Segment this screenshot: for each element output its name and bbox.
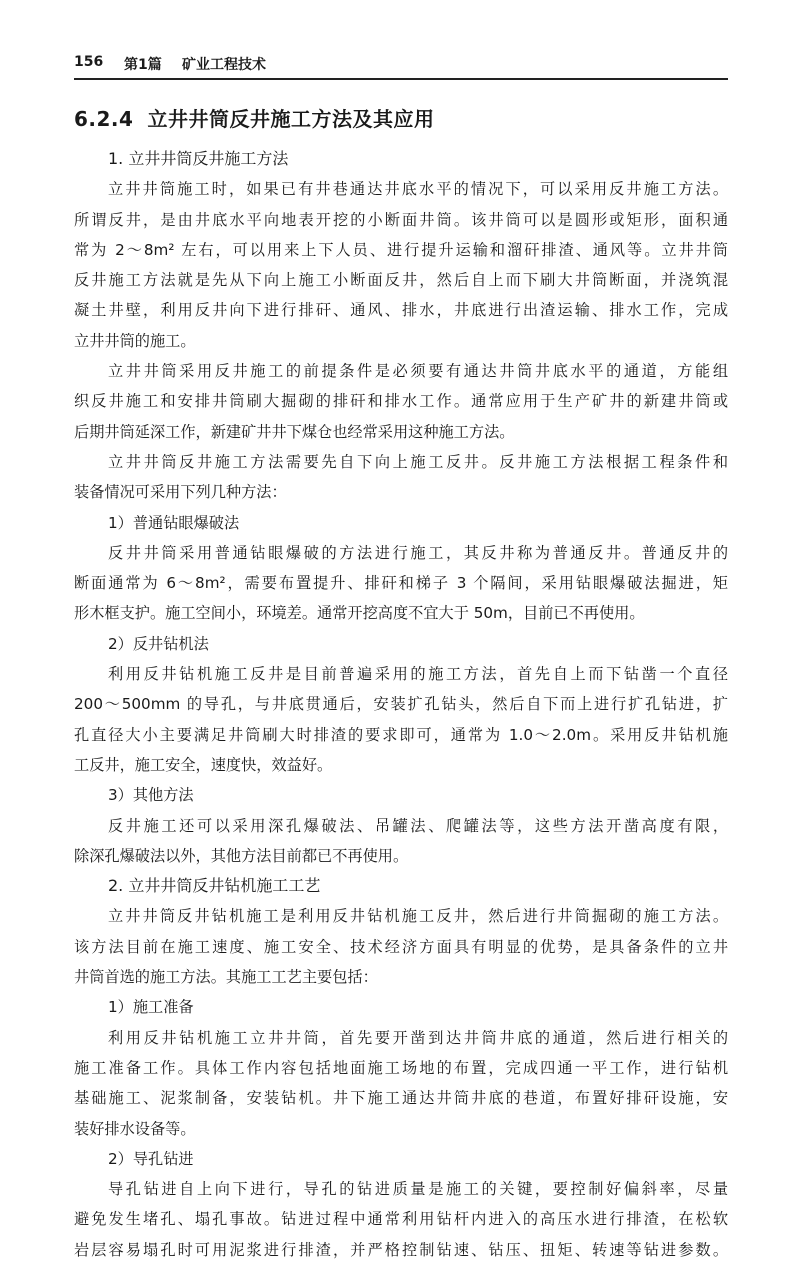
text-line: 常为 2～8m² 左右，可以用来上下人员、进行提升运输和溜矸排渣、通风等。立井井筒: [74, 240, 728, 259]
text-line: 凝土井壁，利用反井向下进行排矸、通风、排水，井底进行出渣运输、排水工作，完成: [74, 301, 728, 320]
section-heading: [74, 103, 434, 132]
text-line: 工反井，施工安全，速度快，效益好。: [74, 755, 333, 774]
text-line: 装好排水设备等。: [74, 1119, 196, 1138]
text-line: 200～500mm 的导孔，与井底贯通后，安装扩孔钻头，然后自下而上进行扩孔钻进，扩: [74, 695, 728, 714]
item-heading: 2）反井钻机法: [108, 634, 209, 653]
text-line: 立井井筒反井施工方法需要先自下向上施工反井。反井施工方法根据工程条件和: [108, 452, 728, 471]
text-line: 岩层容易塌孔时可用泥浆进行排渣，并严格控制钻速、钻压、扭矩、转速等钻进参数。: [74, 1240, 728, 1259]
text-line: 井筒首选的施工方法。其施工工艺主要包括：: [74, 968, 378, 987]
item-heading: 1）普通钻眼爆破法: [108, 513, 240, 532]
item-heading: 3）其他方法: [108, 786, 194, 805]
text-line: 形木框支护。施工空间小，环境差。通常开挖高度不宜大于 50m，目前已不再使用。: [74, 604, 645, 623]
section-number: 6.2.4: [74, 107, 134, 131]
text-line: 立井井筒施工时，如果已有井巷通达井底水平的情况下，可以采用反井施工方法。: [108, 180, 728, 199]
subsection-number: 2.: [108, 876, 129, 896]
subsection-heading: [74, 871, 728, 901]
subsection-number: 1.: [108, 149, 129, 168]
text-line: 除深孔爆破法以外，其他方法目前都已不再使用。: [74, 846, 409, 865]
text-line: 孔直径大小主要满足井筒刷大时排渣的要求即可，通常为 1.0～2.0m。采用反井钻机施: [74, 725, 728, 744]
text-line: 所谓反井，是由井底水平向地表开挖的小断面井筒。该井筒可以是圆形或矩形，面积通: [74, 210, 728, 229]
text-line: 反井施工方法就是先从下向上施工小断面反井，然后自上而下刷大井筒断面，并浇筑混: [74, 271, 728, 290]
text-line: 立井井筒采用反井施工的前提条件是必须要有通达井筒井底水平的通道，方能组: [108, 362, 728, 381]
text-line: 立井井筒反井钻机施工是利用反井钻机施工反井，然后进行井筒掘砌的施工方法。: [108, 907, 728, 926]
text-line: 后期井筒延深工作，新建矿井井下煤仓也经常采用这种施工方法。: [74, 422, 515, 441]
text-line: 利用反井钻机施工立井井筒，首先要开凿到达井筒井底的通道，然后进行相关的: [108, 1028, 728, 1047]
subsection-heading: [74, 144, 728, 174]
running-header: [74, 52, 728, 80]
text-line: 利用反井钻机施工反井是目前普遍采用的施工方法，首先自上而下钻凿一个直径: [108, 665, 728, 684]
subsection-title: 立井井筒反井钻机施工工艺: [128, 876, 321, 896]
text-line: 立井井筒的施工。: [74, 331, 196, 350]
section-title-text: 立井井筒反井施工方法及其应用: [147, 107, 435, 131]
text-line: 该方法目前在施工速度、施工安全、技术经济方面具有明显的优势，是具备条件的立井: [74, 937, 728, 956]
part-label: 第1篇: [124, 57, 162, 73]
text-line: 导孔钻进自上向下进行，导孔的钻进质量是施工的关键，要控制好偏斜率，尽量: [108, 1180, 728, 1199]
body-text: [74, 144, 728, 1265]
text-line: 反井施工还可以采用深孔爆破法、吊罐法、爬罐法等，这些方法开凿高度有限，: [108, 816, 728, 835]
text-line: 织反井施工和安排井筒刷大掘砌的排矸和排水工作。通常应用于生产矿井的新建井筒或: [74, 392, 728, 411]
text-line: 反井井筒采用普通钻眼爆破的方法进行施工，其反井称为普通反井。普通反井的: [108, 543, 728, 562]
subsection-title: 立井井筒反井施工方法: [128, 149, 289, 168]
text-line: 避免发生堵孔、塌孔事故。钻进过程中通常利用钻杆内进入的高压水进行排渣，在松软: [74, 1210, 728, 1229]
page-number: 156: [74, 54, 104, 70]
item-heading: 1）施工准备: [108, 998, 194, 1017]
text-line: 基础施工、泥浆制备，安装钻机。井下施工通达井筒井底的巷道，布置好排矸设施，安: [74, 1089, 728, 1108]
text-line: 施工准备工作。具体工作内容包括地面施工场地的布置，完成四通一平工作，进行钻机: [74, 1058, 728, 1077]
part-title: 矿业工程技术: [182, 57, 266, 73]
text-line: 装备情况可采用下列几种方法：: [74, 483, 287, 502]
text-line: 断面通常为 6～8m²，需要布置提升、排矸和梯子 3 个隔间，采用钻眼爆破法掘进，矩: [74, 574, 728, 593]
item-heading: 2）导孔钻进: [108, 1149, 194, 1168]
